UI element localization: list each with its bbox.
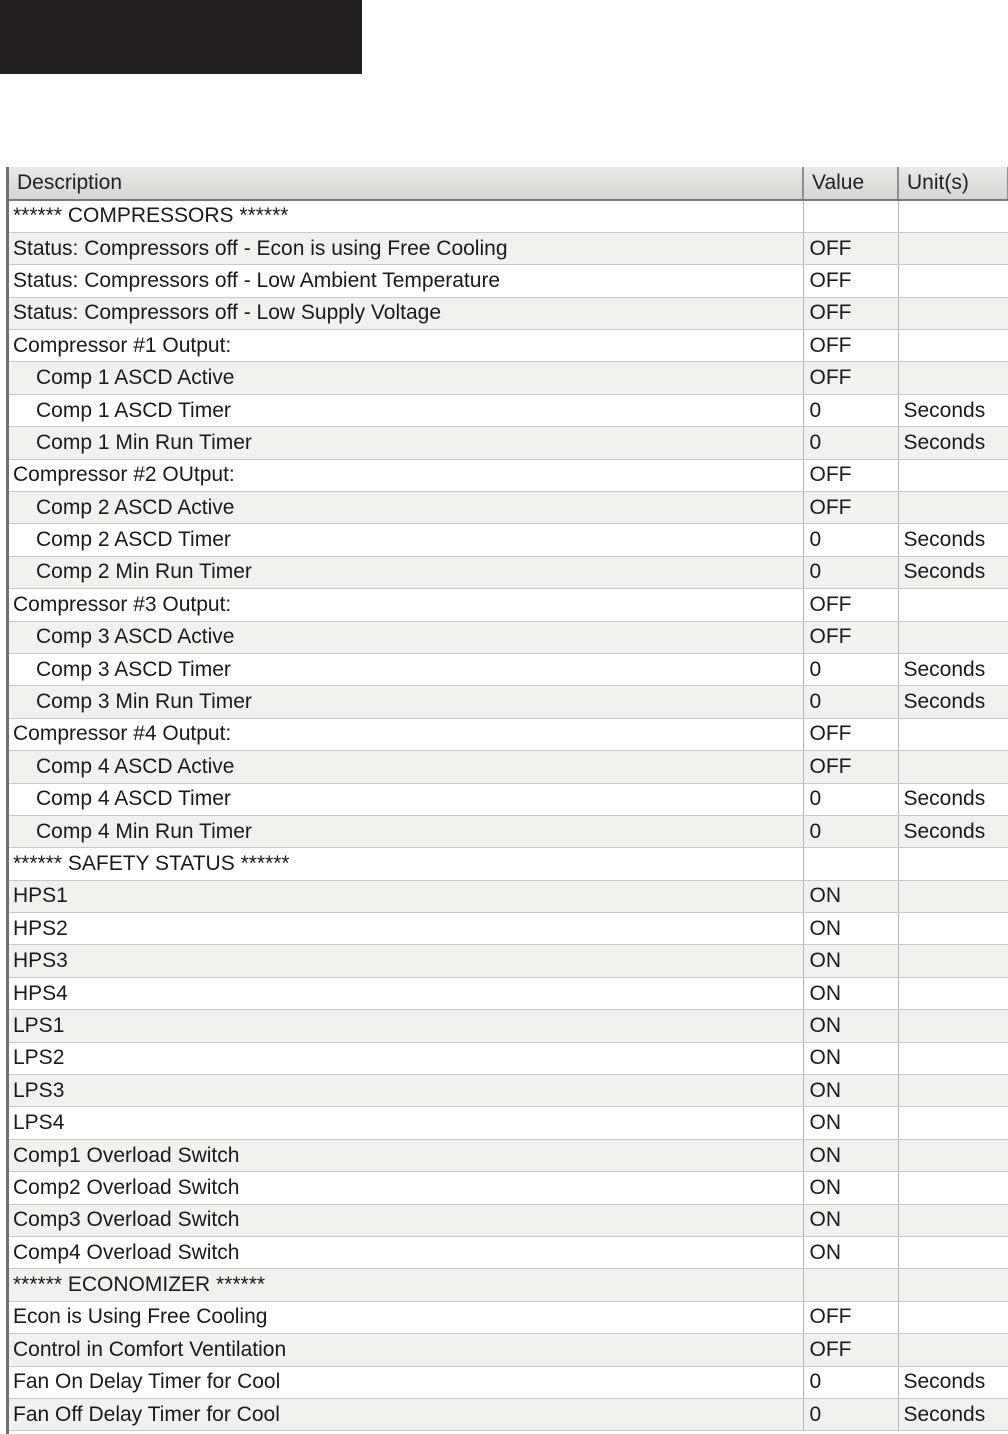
description-cell: Comp 4 ASCD Active: [9, 751, 803, 783]
value-cell: 0: [803, 653, 898, 685]
description-cell: Status: Compressors off - Econ is using Free Cooling: [9, 232, 803, 264]
value-cell: OFF: [803, 330, 898, 362]
description-cell: Fan On Delay Timer for Cool: [9, 1366, 803, 1398]
value-cell: ON: [803, 1010, 898, 1042]
value-cell: ON: [803, 1107, 898, 1139]
value-cell: ON: [803, 945, 898, 977]
unit-cell: Seconds: [898, 394, 1008, 426]
unit-cell: [898, 459, 1008, 491]
description-cell: Comp 3 Min Run Timer: [9, 686, 803, 718]
description-cell: Status: Compressors off - Low Ambient Temperature: [9, 265, 803, 297]
header-black-bar: [0, 0, 362, 74]
section-header-row[interactable]: [9, 848, 1008, 880]
table-body: [9, 200, 1008, 1431]
table-row[interactable]: [9, 718, 1008, 750]
description-cell: HPS3: [9, 945, 803, 977]
description-cell: Comp3 Overload Switch: [9, 1204, 803, 1236]
table-row[interactable]: [9, 1139, 1008, 1171]
value-cell: OFF: [803, 362, 898, 394]
value-cell: ON: [803, 913, 898, 945]
table-row[interactable]: [9, 362, 1008, 394]
unit-cell: [898, 232, 1008, 264]
unit-cell: [898, 1010, 1008, 1042]
description-cell: Comp4 Overload Switch: [9, 1237, 803, 1269]
table-row[interactable]: [9, 1010, 1008, 1042]
value-cell: OFF: [803, 459, 898, 491]
section-header-row[interactable]: [9, 1269, 1008, 1301]
status-table: [9, 167, 1008, 1431]
value-cell: 0: [803, 427, 898, 459]
unit-cell: [898, 492, 1008, 524]
table-row[interactable]: [9, 524, 1008, 556]
description-cell: Control in Comfort Ventilation: [9, 1334, 803, 1366]
description-cell: Fan Off Delay Timer for Cool: [9, 1398, 803, 1430]
unit-cell: Seconds: [898, 653, 1008, 685]
table-row[interactable]: [9, 1107, 1008, 1139]
table-row[interactable]: [9, 1237, 1008, 1269]
column-header-value[interactable]: Value: [803, 167, 898, 200]
description-cell: Econ is Using Free Cooling: [9, 1301, 803, 1333]
description-cell: Status: Compressors off - Low Supply Voltage: [9, 297, 803, 329]
unit-cell: [898, 362, 1008, 394]
description-cell: Comp 2 ASCD Timer: [9, 524, 803, 556]
value-cell: 0: [803, 815, 898, 847]
unit-cell: [898, 297, 1008, 329]
unit-cell: Seconds: [898, 686, 1008, 718]
table-row[interactable]: [9, 945, 1008, 977]
value-cell: ON: [803, 1172, 898, 1204]
table-row[interactable]: [9, 653, 1008, 685]
description-cell: LPS3: [9, 1075, 803, 1107]
value-cell: OFF: [803, 232, 898, 264]
table-row[interactable]: [9, 783, 1008, 815]
table-row[interactable]: [9, 1075, 1008, 1107]
description-cell: Comp 1 ASCD Active: [9, 362, 803, 394]
description-cell: Comp 3 ASCD Timer: [9, 653, 803, 685]
unit-cell: [898, 1237, 1008, 1269]
value-cell: 0: [803, 686, 898, 718]
description-cell: ****** ECONOMIZER ******: [9, 1269, 803, 1301]
table-row[interactable]: [9, 621, 1008, 653]
table-row[interactable]: [9, 1301, 1008, 1333]
value-cell: ON: [803, 1075, 898, 1107]
description-cell: Comp 2 ASCD Active: [9, 492, 803, 524]
description-cell: HPS4: [9, 977, 803, 1009]
value-cell: OFF: [803, 297, 898, 329]
unit-cell: [898, 945, 1008, 977]
unit-cell: Seconds: [898, 1398, 1008, 1430]
value-cell: [803, 848, 898, 880]
description-cell: HPS1: [9, 880, 803, 912]
value-cell: OFF: [803, 1334, 898, 1366]
description-cell: Comp 2 Min Run Timer: [9, 556, 803, 588]
table-row[interactable]: [9, 1334, 1008, 1366]
table-row[interactable]: [9, 1172, 1008, 1204]
status-grid: [6, 167, 1008, 1434]
table-row[interactable]: [9, 556, 1008, 588]
description-cell: Comp 1 Min Run Timer: [9, 427, 803, 459]
value-cell: OFF: [803, 1301, 898, 1333]
unit-cell: [898, 589, 1008, 621]
table-row[interactable]: [9, 751, 1008, 783]
table-row[interactable]: [9, 265, 1008, 297]
value-cell: ON: [803, 1139, 898, 1171]
description-cell: ****** COMPRESSORS ******: [9, 200, 803, 232]
unit-cell: Seconds: [898, 427, 1008, 459]
value-cell: ON: [803, 977, 898, 1009]
value-cell: ON: [803, 1042, 898, 1074]
value-cell: 0: [803, 524, 898, 556]
unit-cell: [898, 1172, 1008, 1204]
table-row[interactable]: [9, 1366, 1008, 1398]
description-cell: Compressor #3 Output:: [9, 589, 803, 621]
table-row[interactable]: [9, 1042, 1008, 1074]
description-cell: HPS2: [9, 913, 803, 945]
header-row: [9, 167, 1008, 200]
unit-cell: Seconds: [898, 556, 1008, 588]
description-cell: ****** SAFETY STATUS ******: [9, 848, 803, 880]
unit-cell: Seconds: [898, 1366, 1008, 1398]
description-cell: LPS1: [9, 1010, 803, 1042]
description-cell: Comp 4 Min Run Timer: [9, 815, 803, 847]
table-row[interactable]: [9, 815, 1008, 847]
column-header-description[interactable]: Description: [9, 167, 803, 200]
value-cell: [803, 200, 898, 232]
value-cell: OFF: [803, 589, 898, 621]
unit-cell: [898, 1107, 1008, 1139]
table-row[interactable]: [9, 394, 1008, 426]
unit-cell: [898, 913, 1008, 945]
table-row[interactable]: [9, 977, 1008, 1009]
unit-cell: [898, 1042, 1008, 1074]
description-cell: Comp1 Overload Switch: [9, 1139, 803, 1171]
column-header-units[interactable]: Unit(s): [898, 167, 1008, 200]
unit-cell: Seconds: [898, 524, 1008, 556]
table-row[interactable]: [9, 880, 1008, 912]
section-header-row[interactable]: [9, 200, 1008, 232]
description-cell: Comp 1 ASCD Timer: [9, 394, 803, 426]
description-cell: LPS2: [9, 1042, 803, 1074]
value-cell: ON: [803, 1204, 898, 1236]
unit-cell: [898, 200, 1008, 232]
description-cell: Comp 3 ASCD Active: [9, 621, 803, 653]
description-cell: Compressor #1 Output:: [9, 330, 803, 362]
table-row[interactable]: [9, 1204, 1008, 1236]
description-cell: Compressor #2 OUtput:: [9, 459, 803, 491]
table-row[interactable]: [9, 913, 1008, 945]
unit-cell: [898, 330, 1008, 362]
unit-cell: Seconds: [898, 783, 1008, 815]
value-cell: ON: [803, 1237, 898, 1269]
value-cell: 0: [803, 1398, 898, 1430]
value-cell: 0: [803, 783, 898, 815]
table-row[interactable]: [9, 232, 1008, 264]
unit-cell: [898, 751, 1008, 783]
unit-cell: [898, 718, 1008, 750]
value-cell: 0: [803, 394, 898, 426]
table-row[interactable]: [9, 589, 1008, 621]
table-row[interactable]: [9, 297, 1008, 329]
table-row[interactable]: [9, 459, 1008, 491]
value-cell: 0: [803, 556, 898, 588]
value-cell: ON: [803, 880, 898, 912]
table-row[interactable]: [9, 686, 1008, 718]
unit-cell: [898, 977, 1008, 1009]
unit-cell: [898, 1269, 1008, 1301]
description-cell: LPS4: [9, 1107, 803, 1139]
value-cell: [803, 1269, 898, 1301]
value-cell: 0: [803, 1366, 898, 1398]
table-row[interactable]: [9, 427, 1008, 459]
value-cell: OFF: [803, 265, 898, 297]
value-cell: OFF: [803, 621, 898, 653]
unit-cell: Seconds: [898, 815, 1008, 847]
unit-cell: [898, 1204, 1008, 1236]
unit-cell: [898, 1301, 1008, 1333]
description-cell: Comp 4 ASCD Timer: [9, 783, 803, 815]
description-cell: Comp2 Overload Switch: [9, 1172, 803, 1204]
value-cell: OFF: [803, 718, 898, 750]
unit-cell: [898, 1334, 1008, 1366]
value-cell: OFF: [803, 751, 898, 783]
table-row[interactable]: [9, 492, 1008, 524]
table-row[interactable]: [9, 1398, 1008, 1430]
unit-cell: [898, 265, 1008, 297]
unit-cell: [898, 880, 1008, 912]
unit-cell: [898, 1075, 1008, 1107]
table-row[interactable]: [9, 330, 1008, 362]
unit-cell: [898, 848, 1008, 880]
value-cell: OFF: [803, 492, 898, 524]
unit-cell: [898, 621, 1008, 653]
unit-cell: [898, 1139, 1008, 1171]
description-cell: Compressor #4 Output:: [9, 718, 803, 750]
